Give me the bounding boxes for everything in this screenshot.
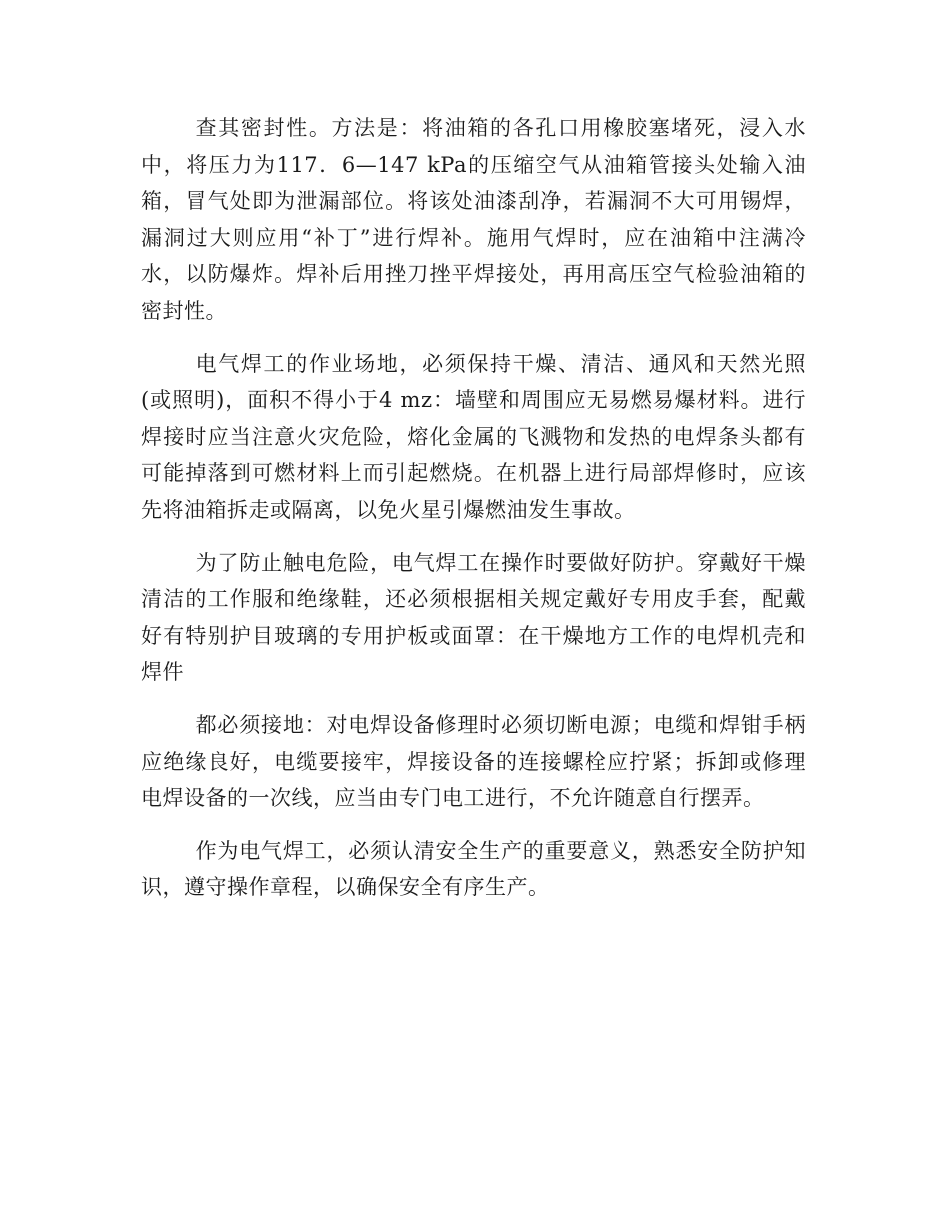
paragraph-safety-conclusion: 作为电气焊工，必须认清安全生产的重要意义，熟悉安全防护知识，遵守操作章程，以确保安全有序生产。 — [141, 838, 806, 900]
paragraph-work-site: 电气焊工的作业场地，必须保持干燥、清洁、通风和天然光照(或照明)，面积不得小于4 mz：墙壁和周围应无易燃易爆材料。进行焊接时应当注意火灾危险，熔化金属的飞溅物和发热的电焊条头都有可能掉落到可燃材料上而引起燃烧。在机器上进行局部焊修时，应该先将油箱拆走或隔离，以免火星引爆燃油发生事故。 — [141, 351, 806, 522]
paragraph-oil-tank-sealing: 查其密封性。方法是：将油箱的各孔口用橡胶塞堵死，浸入水中，将压力为117．6—147 kPa的压缩空气从油箱管接头处输入油箱，冒气处即为泄漏部位。将该处油漆刮净，若漏洞不大可用锡焊，漏洞过大则应用“补丁”进行焊补。施用气焊时，应在油箱中注满冷水，以防爆炸。焊补后用挫刀挫平焊接处，再用高压空气检验油箱的密封性。 — [141, 116, 806, 323]
paragraph-grounding: 都必须接地：对电焊设备修理时必须切断电源；电缆和焊钳手柄应绝缘良好，电缆要接牢，焊接设备的连接螺栓应拧紧；拆卸或修理电焊设备的一次线，应当由专门电工进行，不允许随意自行摆弄。 — [141, 712, 806, 811]
document-body — [141, 110, 806, 922]
paragraph-shock-protection: 为了防止触电危险，电气焊工在操作时要做好防护。穿戴好干燥清洁的工作服和绝缘鞋，还必须根据相关规定戴好专用皮手套，配戴好有特别护目玻璃的专用护板或面罩：在干燥地方工作的电焊机壳和焊件 — [141, 550, 806, 685]
